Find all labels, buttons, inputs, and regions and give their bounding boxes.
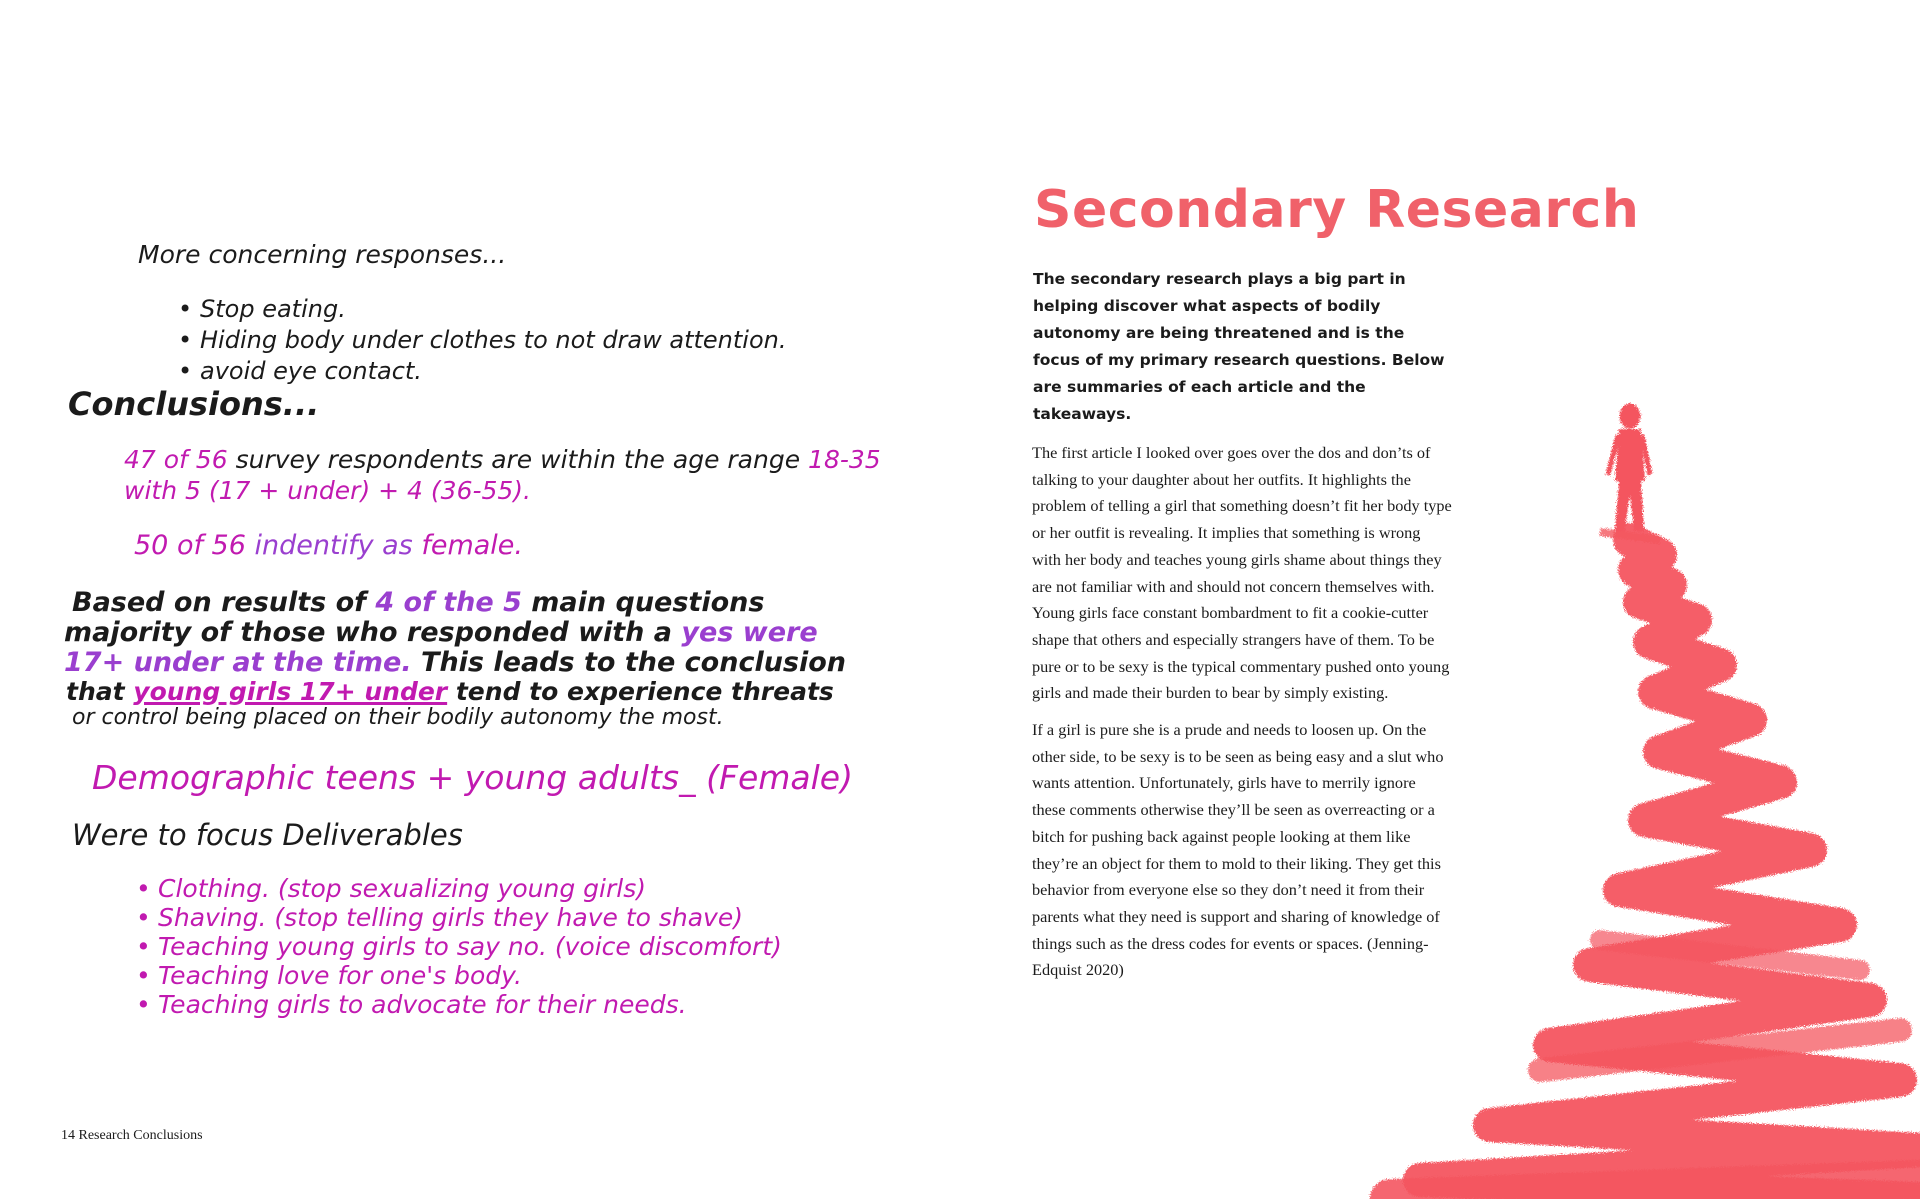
age-stat-text: survey respondents are within the age range <box>235 445 801 474</box>
based-highlight-underlined: young girls 17+ under <box>133 677 448 706</box>
based-line-2 <box>64 617 818 648</box>
notes-heading: More concerning responses... <box>138 240 507 269</box>
based-line-1 <box>72 587 764 618</box>
list-item: • Stop eating. <box>200 294 787 325</box>
concerning-responses-list <box>200 294 787 387</box>
age-stat-line <box>124 445 881 474</box>
female-stat-label: female. <box>421 530 524 561</box>
female-stat-line <box>134 530 523 561</box>
standing-figure-icon <box>1600 404 1660 540</box>
based-text: tend to experience threats <box>455 677 834 706</box>
article-paragraph: If a girl is pure she is a prude and needs to loosen up. On the other side, to be sexy is to be seen as being easy and a slut who wants attention. Unfortunately, girls have to merrily ignore these comments otherwise they’ll be seen as overreacting or a bitch for pushing back against people looking at them like they’re an object for them to mold to their liking. They get this behavior from everyone else so they don’t need it from their parents what they need is support and sharing of knowledge of things such as the dress codes for events or spaces. (Jenning-Edquist 2020) <box>1032 720 1444 980</box>
age-stat-range: 18-35 <box>808 445 881 474</box>
based-text: This leads to the conclusion <box>421 647 847 678</box>
list-item: • Teaching girls to advocate for their needs. <box>158 990 782 1019</box>
deliverables-list <box>158 874 782 1019</box>
based-text: main questions <box>531 587 765 618</box>
list-item: • Shaving. (stop telling girls they have to shave) <box>158 903 782 932</box>
conclusions-label: Conclusions... <box>68 385 320 423</box>
age-stat-breakdown: with 5 (17 + under) + 4 (36-55). <box>124 476 532 505</box>
based-highlight: yes were <box>681 617 818 648</box>
based-line-3 <box>64 647 846 678</box>
article-intro: The secondary research plays a big part in helping discover what aspects of bodily autonomy are being threatened and is the focus of my primary research questions. Below are summaries of each article and the takeaways. <box>1033 270 1445 423</box>
list-item: • Teaching love for one's body. <box>158 961 782 990</box>
based-highlight: 17+ under at the time. <box>64 647 412 678</box>
based-highlight: 4 of the 5 <box>375 587 522 618</box>
based-text: majority of those who responded with a <box>64 617 673 648</box>
secondary-research-article <box>1032 180 1640 994</box>
based-line-4 <box>66 677 834 706</box>
list-item: • Clothing. (stop sexualizing young girls) <box>158 874 782 903</box>
female-stat-count: 50 of 56 <box>134 530 246 561</box>
page-footer-label: 14 Research Conclusions <box>61 1128 203 1143</box>
article-title: Secondary Research <box>1034 180 1640 240</box>
demographic-note: Demographic teens + young adults_ (Female) <box>92 758 853 797</box>
article-paragraph: The first article I looked over goes over the dos and don’ts of talking to your daughter about her outfits. It highlights the problem of telling a girl that something doesn’t fit her body type or her outfit is revealing. It implies that something is wrong with her body and teaches young girls shame about things they are not familiar with and should not concern themselves with. Young girls face constant bombardment to fit a cookie-cutter shape that others and especially strangers have of them. To be pure or to be sexy is the typical commentary pushed onto young girls and made their burden to bear by simply existing. <box>1032 443 1452 703</box>
based-line-5: or control being placed on their bodily autonomy the most. <box>72 705 724 730</box>
based-text: Based on results of <box>72 587 366 618</box>
female-stat-text: indentify as <box>254 530 413 561</box>
list-item: • avoid eye contact. <box>200 356 787 387</box>
based-text: that <box>66 677 125 706</box>
deliverables-title: Were to focus Deliverables <box>72 818 463 852</box>
list-item: • Teaching young girls to say no. (voice discomfort) <box>158 932 782 961</box>
list-item: • Hiding body under clothes to not draw attention. <box>200 325 787 356</box>
age-stat-count: 47 of 56 <box>124 445 228 474</box>
